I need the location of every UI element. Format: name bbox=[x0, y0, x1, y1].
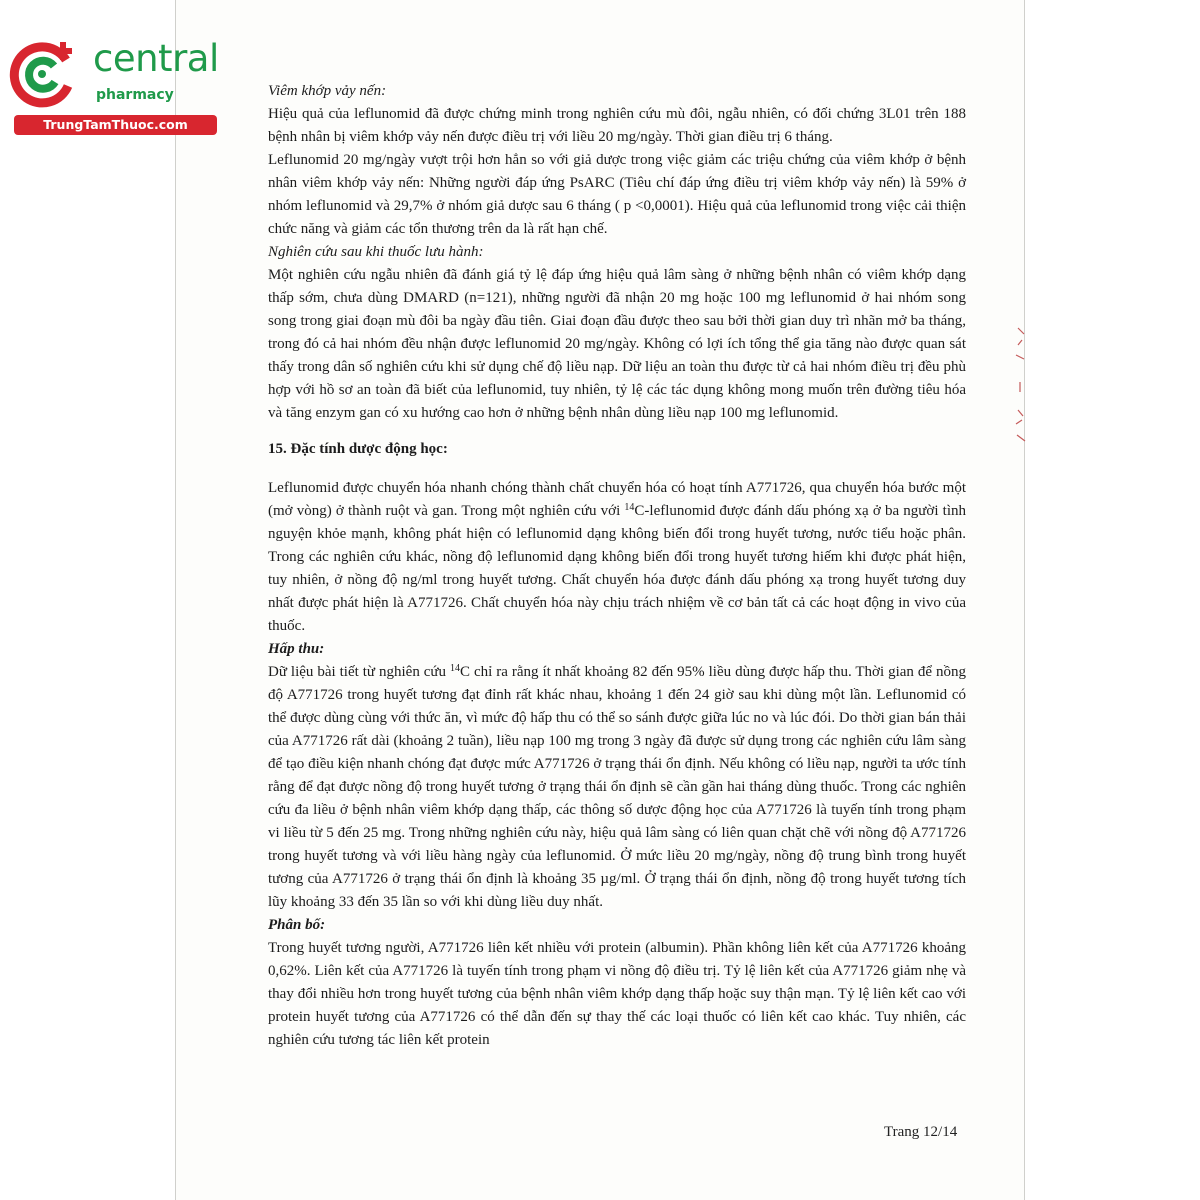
postmarket-heading: Nghiên cứu sau khi thuốc lưu hành: bbox=[268, 244, 484, 260]
pk-text-b: C-leflunomid được đánh dấu phóng xạ ở ba người tình nguyện khỏe mạnh, không phát hiện có leflunomid dạng không biến đổi trong huyết tương, nước tiểu hoặc phân. Trong các nghiên cứu khác, nồng độ leflunomid dạng không biến đổi trong huyết tương hiếm khi được phát hiện, tuy nhiên, ở nồng độ ng/ml trong huyết tương. Chất chuyển hóa được đánh dấu phóng xạ trong huyết tương duy nhất được phát hiện là A771726. Chất chuyển hóa này chịu trách nhiệm về cơ bản tất cả các hoạt động in vivo của thuốc. bbox=[268, 503, 967, 634]
absorption-text-a: Dữ liệu bài tiết từ nghiên cứu bbox=[268, 664, 451, 680]
absorption-paragraph bbox=[268, 661, 966, 914]
brand-website-link[interactable]: TrungTamThuoc.com bbox=[14, 115, 217, 135]
pk-isotope-superscript: 14 bbox=[624, 502, 635, 513]
page-number: Trang 12/14 bbox=[884, 1124, 958, 1140]
psoriatic-paragraph-1: Hiệu quả của leflunomid đã được chứng minh trong nghiên cứu mù đôi, ngẫu nhiên, có đối chứng 3L01 trên 188 bệnh nhân bị viêm khớp vảy nến được điều trị với liều 20 mg/ngày. Thời gian điều trị 6 tháng. bbox=[268, 106, 966, 145]
psoriatic-arthritis-heading: Viêm khớp vảy nến: bbox=[268, 83, 387, 99]
psoriatic-paragraph-2: Leflunomid 20 mg/ngày vượt trội hơn hẳn so với giả dược trong việc giảm các triệu chứng của viêm khớp ở bệnh nhân viêm khớp vảy nến: Những người đáp ứng PsARC (Tiêu chí đáp ứng điều trị viêm khớp vảy nến) là 59% ở nhóm leflunomid và 29,7% ở nhóm giả dược sau 6 tháng ( p <0,0001). Hiệu quả của leflunomid trong việc cải thiện chức năng và giảm các tổn thương trên da là rất hạn chế. bbox=[268, 152, 966, 237]
brand-name: central bbox=[93, 37, 219, 80]
absorption-text-b: C chỉ ra rằng ít nhất khoảng 82 đến 95% liều dùng được hấp thu. Thời gian để nồng độ A771726 trong huyết tương đạt đỉnh rất khác nhau, khoảng 1 đến 24 giờ sau khi dùng một lần. Leflunomid có thể được dùng cùng với thức ăn, vì mức độ hấp thu có thể so sánh được giữa lúc no và lúc đói. Do thời gian bán thải của A771726 rất dài (khoảng 2 tuần), liều nạp 100 mg trong 3 ngày đã được sử dụng trong các nghiên cứu lâm sàng để tạo điều kiện nhanh chóng đạt được mức A771726 ở trạng thái ổn định. Nếu không có liều nạp, người ta ước tính rằng để đạt được nồng độ trong huyết tương ở trạng thái ổn định sẽ cần gần hai tháng dùng thuốc. Trong các nghiên cứu đa liều ở bệnh nhân viêm khớp dạng thấp, các thông số dược động học của A771726 là tuyến tính trong phạm vi liều từ 5 đến 25 mg. Trong những nghiên cứu này, hiệu quả lâm sàng có liên quan chặt chẽ với nồng độ A771726 trong huyết tương và với liều hàng ngày của leflunomid. Ở mức liều 20 mg/ngày, nồng độ trung bình trong huyết tương của A771726 ở trạng thái ổn định là khoảng 35 µg/ml. Ở trạng thái ổn định, nồng độ trong huyết tương tích lũy khoảng 33 đến 35 lần so với khi dùng liều duy nhất. bbox=[268, 664, 966, 910]
central-pharmacy-logo-icon bbox=[8, 38, 78, 108]
document-body bbox=[268, 80, 966, 1052]
brand-logo[interactable] bbox=[8, 38, 218, 138]
distribution-paragraph: Trong huyết tương người, A771726 liên kết nhiều với protein (albumin). Phần không liên kết của A771726 khoảng 0,62%. Liên kết của A771726 là tuyến tính trong phạm vi nồng độ điều trị. Tỷ lệ liên kết của A771726 giảm nhẹ và thay đổi nhiều hơn trong huyết tương của bệnh nhân viêm khớp dạng thấp hoặc suy thận mạn. Tỷ lệ liên kết cao với protein huyết tương của A771726 có thể dẫn đến sự thay thế các loại thuốc có liên kết cao khác. Tuy nhiên, các nghiên cứu tương tác liên kết protein bbox=[268, 940, 966, 1048]
pk-text-a: Leflunomid được chuyển hóa nhanh chóng thành chất chuyển hóa có hoạt tính A771726, qua chuyển hóa bước một (mở vòng) ở thành ruột và gan. Trong một nghiên cứu với bbox=[268, 480, 966, 519]
postmarket-paragraph: Một nghiên cứu ngẫu nhiên đã đánh giá tỷ lệ đáp ứng hiệu quả lâm sàng ở những bệnh nhân có viêm khớp dạng thấp sớm, chưa dùng DMARD (n=121), những người đã nhận 20 mg hoặc 100 mg leflunomid ở hai nhóm song song trong giai đoạn mù đôi ba ngày đầu tiên. Giai đoạn đầu được theo sau bởi thời gian duy trì nhãn mở ba tháng, trong đó cả hai nhóm đều nhận được leflunomid 20 mg/ngày. Không có lợi ích tổng thể gia tăng nào được quan sát thấy trong dân số nghiên cứu khi sử dụng chế độ liều nạp. Dữ liệu an toàn thu được từ cả hai nhóm điều trị đều phù hợp với hồ sơ an toàn đã biết của leflunomid, tuy nhiên, tỷ lệ các tác dụng không mong muốn trên đường tiêu hóa và tăng enzym gan có xu hướng cao hơn ở những bệnh nhân dùng liều nạp 100 mg leflunomid. bbox=[268, 267, 966, 421]
section-15-heading: 15. Đặc tính dược động học: bbox=[268, 441, 448, 457]
brand-subtitle: pharmacy bbox=[96, 87, 174, 103]
distribution-heading: Phân bố: bbox=[268, 917, 326, 933]
absorption-heading: Hấp thu: bbox=[268, 641, 325, 657]
absorption-isotope-superscript: 14 bbox=[450, 663, 461, 674]
pharmacokinetics-paragraph bbox=[268, 477, 966, 638]
margin-marks bbox=[1010, 320, 1030, 450]
